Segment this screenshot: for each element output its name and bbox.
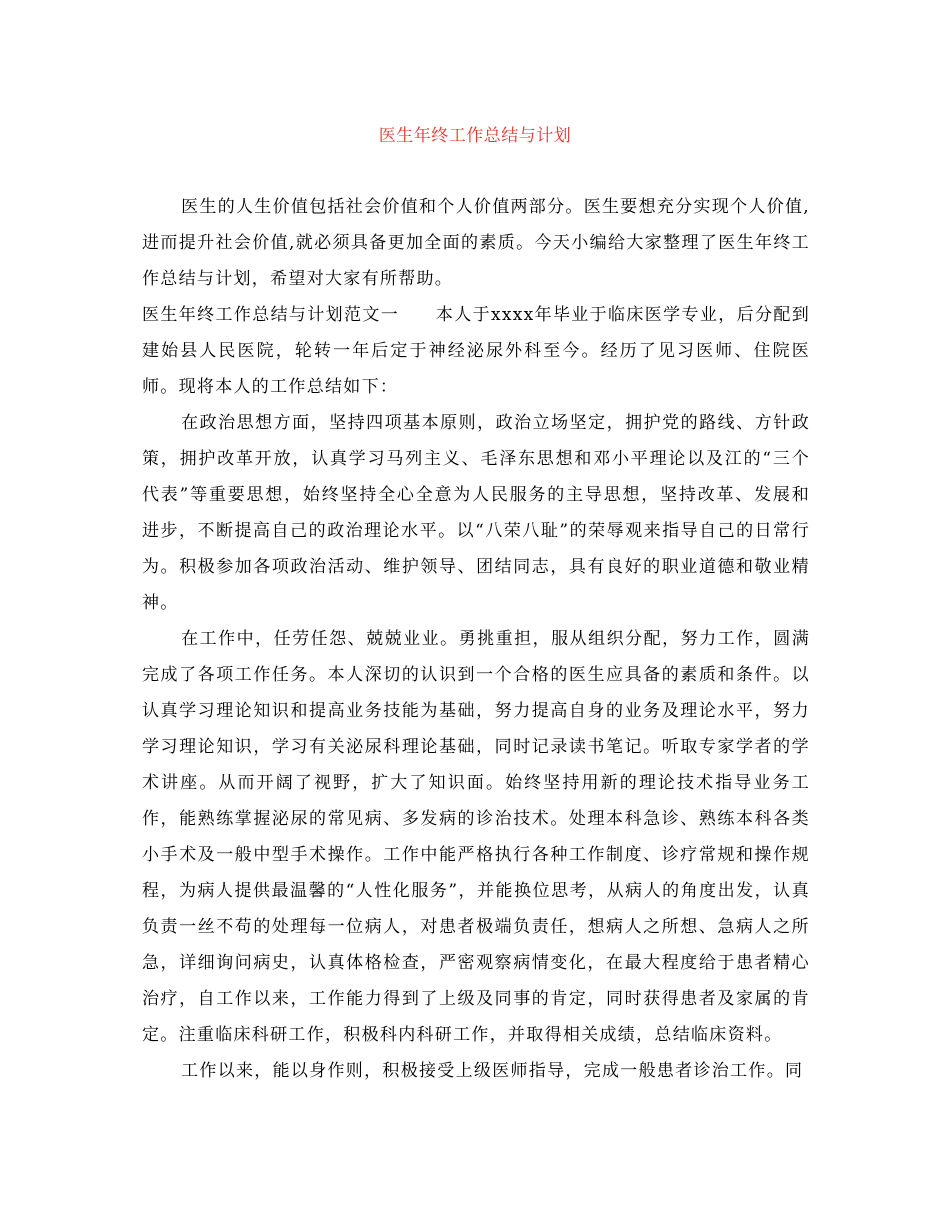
closing-paragraph: 工作以来，能以身作则，积极接受上级医师指导，完成一般患者诊治工作。同 <box>181 1061 804 1081</box>
intro-paragraph: 医生的人生价值包括社会价值和个人价值两部分。医生要想充分实现个人价值,进而提升社会价值,就必须具备更加全面的素质。今天小编给大家整理了医生年终工作总结与计划，希望对大家有所帮助。 <box>142 197 810 289</box>
politics-paragraph: 在政治思想方面，坚持四项基本原则，政治立场坚定，拥护党的路线、方针政策，拥护改革开放，认真学习马列主义、毛泽东思想和邓小平理论以及江的“三个代表”等重要思想，始终坚持全心全意为人民服务的主导思想，坚持改革、发展和进步，不断提高自己的政治理论水平。以“八荣八耻”的荣辱观来指导自己的日常行为。积极参加各项政治活动、维护领导、团结同志，具有良好的职业道德和敬业精神。 <box>142 413 810 613</box>
document-body <box>142 189 810 1089</box>
work-paragraph: 在工作中，任劳任怨、兢兢业业。勇挑重担，服从组织分配，努力工作，圆满完成了各项工作任务。本人深切的认识到一个合格的医生应具备的素质和条件。以认真学习理论知识和提高业务技能为基础，努力提高自身的业务及理论水平，努力学习理论知识，学习有关泌尿科理论基础，同时记录读书笔记。听取专家学者的学术讲座。从而开阔了视野，扩大了知识面。始终坚持用新的理论技术指导业务工作，能熟练掌握泌尿的常见病、多发病的诊治技术。处理本科急诊、熟练本科各类小手术及一般中型手术操作。工作中能严格执行各种工作制度、诊疗常规和操作规程，为病人提供最温馨的“人性化服务”，并能换位思考，从病人的角度出发，认真负责一丝不苟的处理每一位病人，对患者极端负责任，想病人之所想、急病人之所急，详细询问病史，认真体格检查，严密观察病情变化，在最大程度给于患者精心治疗，自工作以来，工作能力得到了上级及同事的肯定，同时获得患者及家属的肯定。注重临床科研工作，积极科内科研工作，并取得相关成绩，总结临床资料。 <box>142 629 810 1045</box>
document-title: 医生年终工作总结与计划 <box>378 126 572 146</box>
section-heading-paragraph: 医生年终工作总结与计划范文一 本人于xxxx年毕业于临床医学专业，后分配到建始县人民医院，轮转一年后定于神经泌尿外科至今。经历了见习医师、住院医师。现将本人的工作总结如下： <box>142 305 810 397</box>
